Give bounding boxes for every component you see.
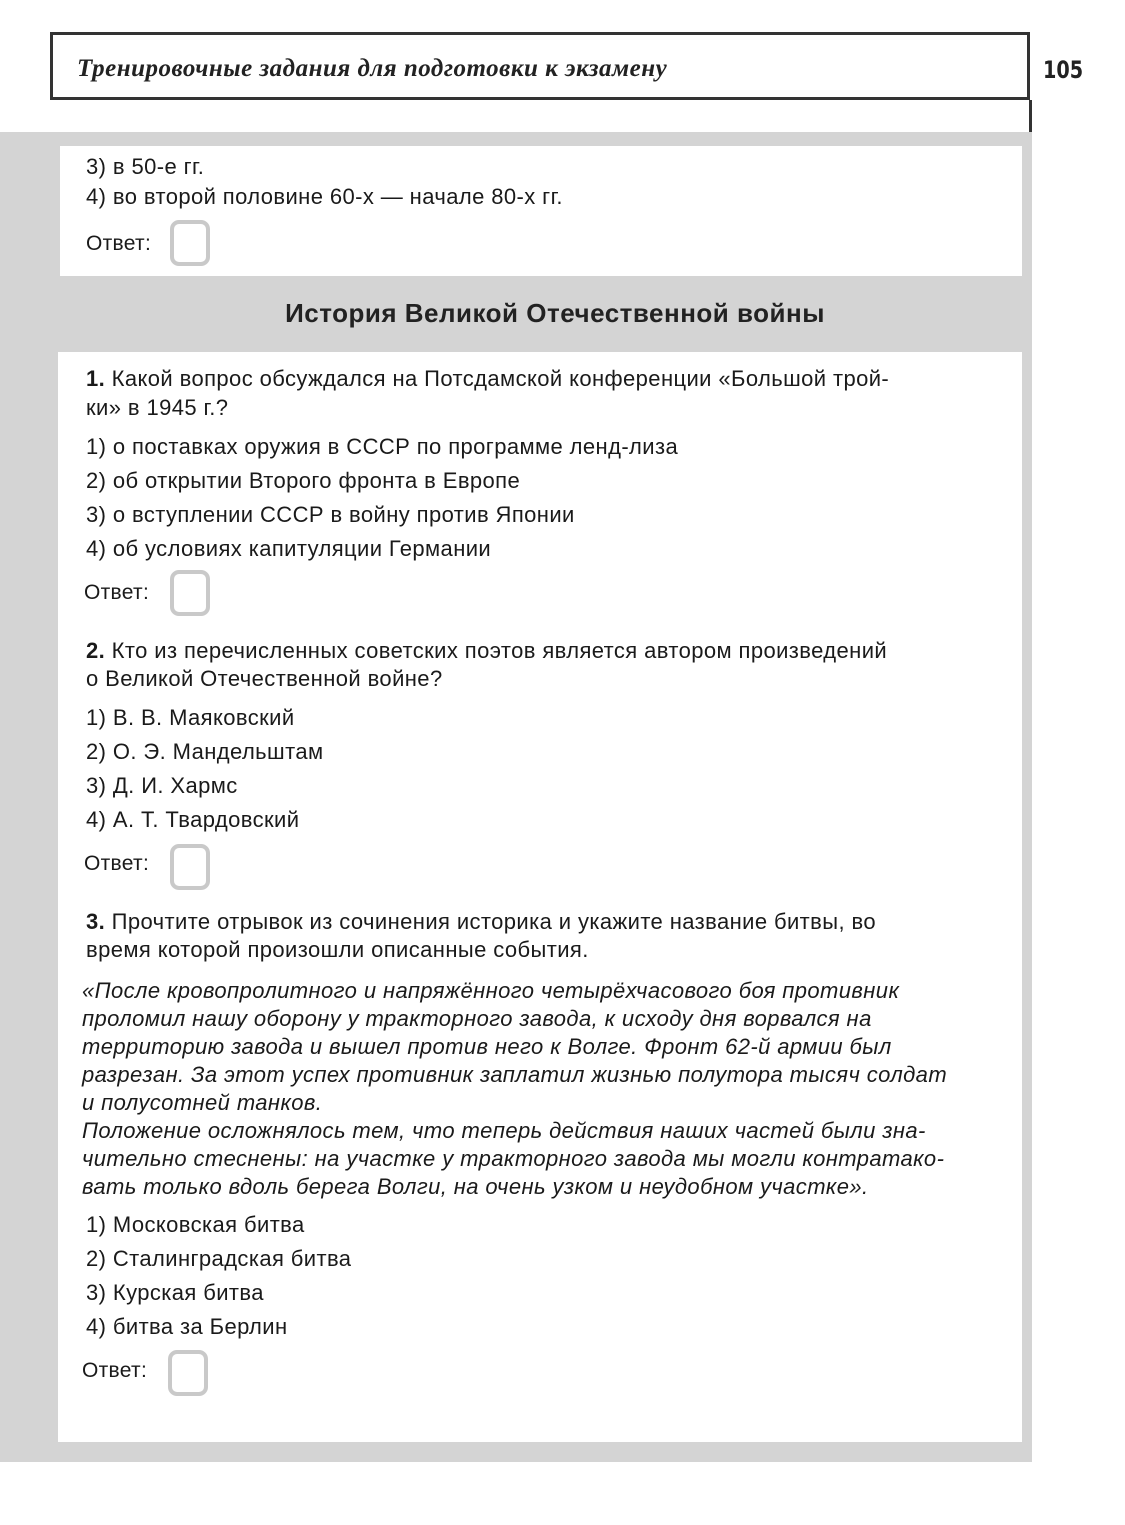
q3-answer-box[interactable] bbox=[168, 1350, 208, 1396]
q2-option-3: 3) Д. И. Хармс bbox=[86, 773, 238, 798]
q1-option-4: 4) об условиях капитуляции Германии bbox=[86, 536, 492, 561]
q2-answer-label: Ответ: bbox=[84, 852, 150, 875]
q2-option-4: 4) А. Т. Твардовский bbox=[86, 807, 300, 832]
q3-quote-line: «После кровопролитного и напряжённого четырёхчасового боя противник bbox=[82, 978, 900, 1003]
q3-option-3: 3) Курская битва bbox=[86, 1280, 264, 1305]
prev-answer-label: Ответ: bbox=[86, 232, 152, 255]
q3-option-2: 2) Сталинградская битва bbox=[86, 1246, 352, 1271]
q1-text-line2: ки» в 1945 г.? bbox=[86, 395, 229, 420]
q3-quote-line: территорию завода и вышел против него к Волге. Фронт 62-й армии был bbox=[82, 1034, 892, 1059]
q3-option-1: 1) Московская битва bbox=[86, 1212, 305, 1237]
section-title: История Великой Отечественной войны bbox=[285, 298, 825, 328]
q1-option-3: 3) о вступлении СССР в войну против Японии bbox=[86, 502, 575, 527]
q3-answer-label: Ответ: bbox=[82, 1359, 148, 1382]
prev-option-3: 3) в 50-е гг. bbox=[86, 154, 205, 179]
q1-number: 1. bbox=[86, 366, 106, 391]
q3-quote-line: вать только вдоль берега Волги, на очень узком и неудобном участке». bbox=[82, 1174, 869, 1199]
q3-option-4: 4) битва за Берлин bbox=[86, 1314, 288, 1339]
q2-option-1: 1) В. В. Маяковский bbox=[86, 705, 295, 730]
prev-answer-box[interactable] bbox=[170, 220, 210, 266]
page-header bbox=[50, 32, 1030, 100]
q2-answer-box[interactable] bbox=[170, 844, 210, 890]
q1-answer-box[interactable] bbox=[170, 570, 210, 616]
q2-number: 2. bbox=[86, 638, 106, 663]
q3-text-line2: время которой произошли описанные события. bbox=[86, 937, 589, 962]
q3-quote-line: проломил нашу оборону у тракторного завода, к исходу дня ворвался на bbox=[82, 1006, 872, 1031]
q2-text-line1: 2. Кто из перечисленных советских поэтов является автором произведений bbox=[86, 638, 888, 663]
q3-quote-line: разрезан. За этот успех противник заплатил жизнью полутора тысяч солдат bbox=[82, 1062, 948, 1087]
q1-text-line1: 1. Какой вопрос обсуждался на Потсдамской конференции «Большой трой- bbox=[86, 366, 890, 391]
header-title: Тренировочные задания для подготовки к экзамену bbox=[77, 55, 668, 82]
q1-answer-label: Ответ: bbox=[84, 581, 150, 604]
page-number: 105 bbox=[1043, 56, 1084, 84]
q3-quote-line: чительно стеснены: на участке у тракторного завода мы могли контратако- bbox=[82, 1146, 945, 1171]
prev-option-4: 4) во второй половине 60-х — начале 80-х гг. bbox=[86, 184, 563, 209]
q2-option-2: 2) О. Э. Мандельштам bbox=[86, 739, 324, 764]
q2-text-line2: о Великой Отечественной войне? bbox=[86, 666, 443, 691]
q3-text-line1: 3. Прочтите отрывок из сочинения историка и укажите название битвы, во bbox=[86, 909, 876, 934]
q1-option-2: 2) об открытии Второго фронта в Европе bbox=[86, 468, 521, 493]
q3-quote-line: Положение осложнялось тем, что теперь действия наших частей были зна- bbox=[82, 1118, 926, 1143]
header-divider bbox=[1029, 100, 1032, 132]
q3-number: 3. bbox=[86, 909, 106, 934]
q1-option-1: 1) о поставках оружия в СССР по программе ленд-лиза bbox=[86, 434, 679, 459]
q3-quote-line: и полусотней танков. bbox=[82, 1090, 323, 1115]
